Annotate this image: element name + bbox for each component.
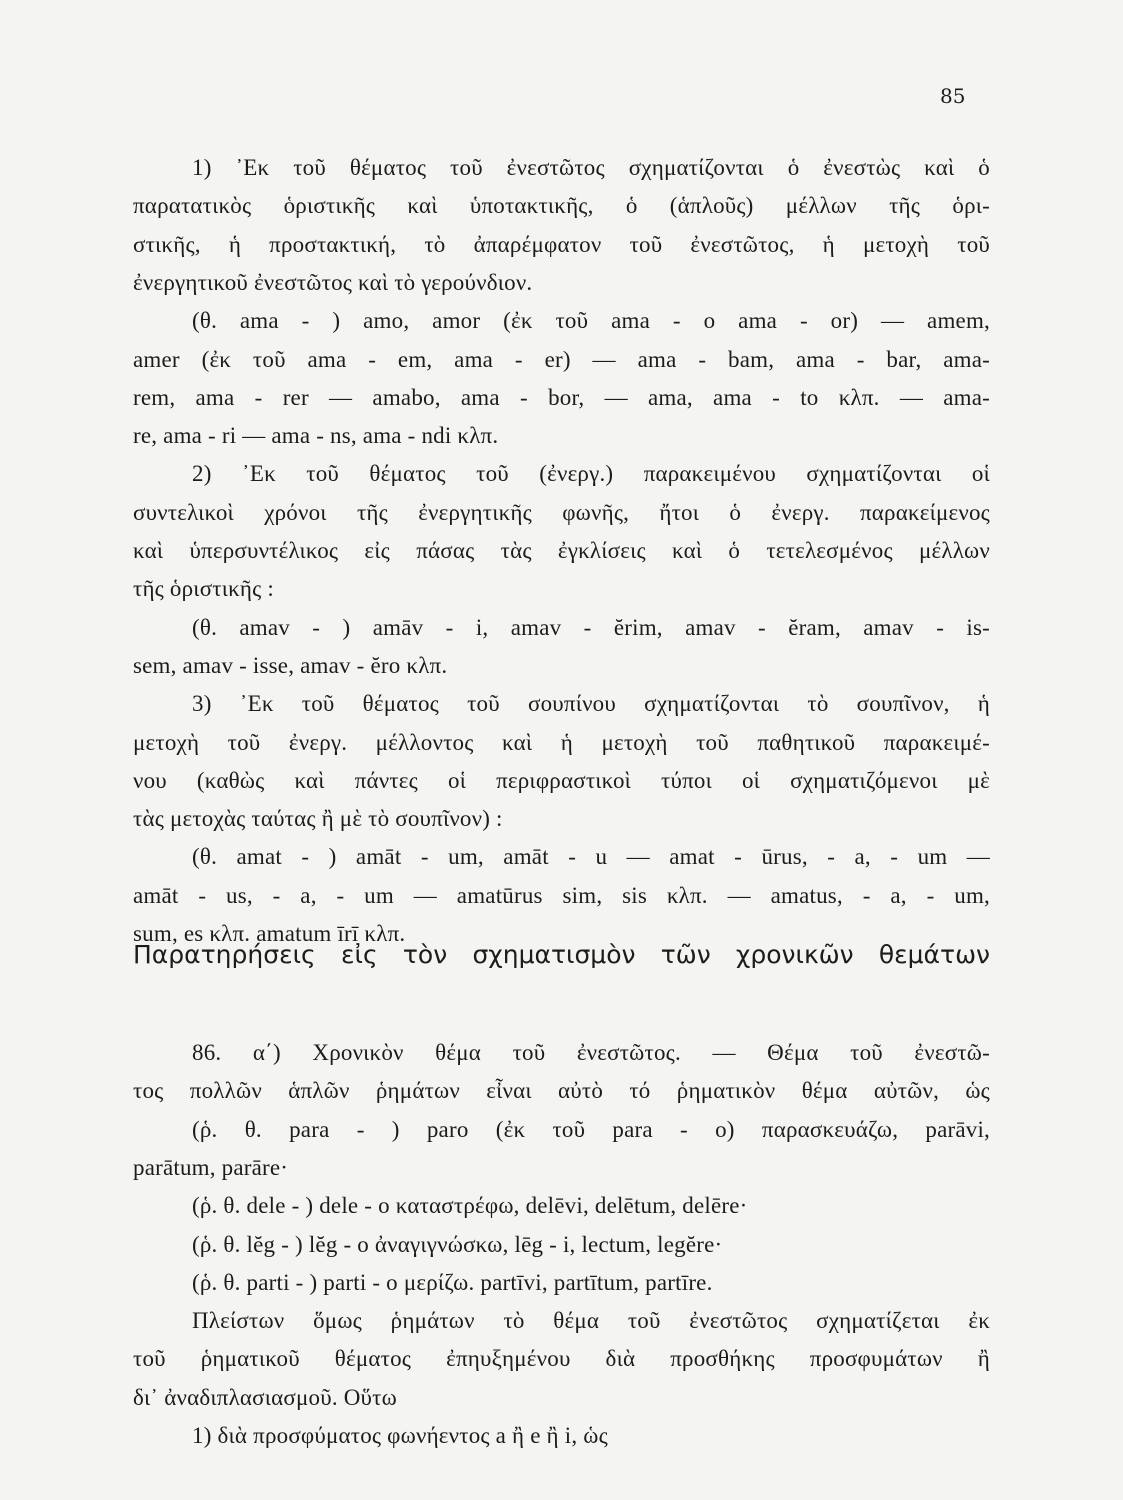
text-line: amer (ἐκ τοῦ ama - em, ama - er) — ama - bam, ama - bar, ama- <box>133 346 990 372</box>
text-line: μετοχὴ τοῦ ἐνεργ. μέλλοντος καὶ ἡ μετοχὴ τοῦ παθητικοῦ παρακειμέ- <box>133 729 990 755</box>
text-line: Πλείστων ὅμως ῥημάτων τὸ θέμα τοῦ ἐνεστῶτος σχηματίζεται ἐκ <box>192 1308 990 1334</box>
text-line: sum, es κλπ. amatum īrī κλπ. <box>133 921 406 946</box>
text-line: (θ. amat - ) amāt - um, amāt - u — amat - ūrus, - a, - um — <box>192 844 990 870</box>
text-line: 1) διὰ προσφύματος φωνήεντος a ἢ e ἢ i, ὡς <box>192 1423 608 1448</box>
text-line: καὶ ὑπερσυντέλικος εἰς πάσας τὰς ἐγκλίσεις καὶ ὁ τετελεσμένος μέλλων <box>133 538 990 563</box>
text-line: τὰς μετοχὰς ταύτας ἢ μὲ τὸ σουπῖνον) : <box>133 806 503 832</box>
text-line: rem, ama - rer — amabo, ama - bor, — ama, ama - to κλπ. — ama- <box>133 384 990 410</box>
text-line: ἐνεργητικοῦ ἐνεστῶτος καὶ τὸ γερούνδιον. <box>133 269 533 295</box>
text-line: τοῦ ῥηματικοῦ θέματος ἐπηυξημένου διὰ προσθήκης προσφυμάτων ἢ <box>133 1346 990 1372</box>
text-line: sem, amav - isse, amav - ĕro κλπ. <box>133 652 448 678</box>
text-line: amāt - us, - a, - um — amatūrus sim, sis κλπ. — amatus, - a, - um, <box>133 882 990 908</box>
text-line: τος πολλῶν ἁπλῶν ῥημάτων εἶναι αὐτὸ τό ῥηματικὸν θέμα αὐτῶν, ὡς <box>133 1078 990 1104</box>
text-line: (ῥ. θ. parti - ) parti - o μερίζω. partīvi, partītum, partīre. <box>192 1269 713 1295</box>
text-line: τῆς ὁριστικῆς : <box>133 576 274 602</box>
page-number: 85 <box>940 84 966 108</box>
text-line: νου (καθὼς καὶ πάντες οἱ περιφραστικοὶ τύποι οἱ σχηματιζόμενοι μὲ <box>133 767 990 793</box>
text-line: parātum, parāre· <box>133 1154 289 1180</box>
text-line: (ῥ. θ. para - ) paro (ἐκ τοῦ para - o) παρασκευάζω, parāvi, <box>192 1116 990 1142</box>
text-line: (θ. amav - ) amāv - i, amav - ĕrim, amav - ĕram, amav - is- <box>192 614 990 640</box>
text-line: 2) ᾿Εκ τοῦ θέματος τοῦ (ἐνεργ.) παρακειμένου σχηματίζονται οἱ <box>192 461 990 487</box>
text-line: 1) ᾿Εκ τοῦ θέματος τοῦ ἐνεστῶτος σχηματίζονται ὁ ἐνεστὼς καὶ ὁ <box>192 155 990 180</box>
text-line: (ῥ. θ. lĕg - ) lĕg - o ἀναγιγνώσκω, lēg - i, lectum, legĕre· <box>192 1231 723 1257</box>
section-heading: Παρατηρήσεις εἰς τὸν σχηματισμὸν τῶν χρονικῶν θεμάτων <box>133 940 990 969</box>
text-line: re, ama - ri — ama - ns, ama - ndi κλπ. <box>133 423 499 449</box>
text-line: συντελικοὶ χρόνοι τῆς ἐνεργητικῆς φωνῆς, ἤτοι ὁ ἐνεργ. παρακείμενος <box>133 499 990 525</box>
text-line: παρατατικὸς ὁριστικῆς καὶ ὑποτακτικῆς, ὁ (ἁπλοῦς) μέλλων τῆς ὁρι- <box>133 193 990 219</box>
text-line: (ῥ. θ. dele - ) dele - o καταστρέφω, delēvi, delētum, delēre· <box>192 1193 748 1219</box>
text-line: στικῆς, ἡ προστακτική, τὸ ἀπαρέμφατον τοῦ ἐνεστῶτος, ἡ μετοχὴ τοῦ <box>133 231 990 257</box>
text-line: 86. α΄) Χρονικὸν θέμα τοῦ ἐνεστῶτος. — Θέμα τοῦ ἐνεστῶ- <box>192 1040 990 1065</box>
text-line: 3) ᾿Εκ τοῦ θέματος τοῦ σουπίνου σχηματίζονται τὸ σουπῖνον, ἡ <box>192 691 990 717</box>
text-line: (θ. ama - ) amo, amor (ἐκ τοῦ ama - o ama - or) — amem, <box>192 308 990 334</box>
text-line: δι᾿ ἀναδιπλασιασμοῦ. Οὕτω <box>133 1384 397 1410</box>
